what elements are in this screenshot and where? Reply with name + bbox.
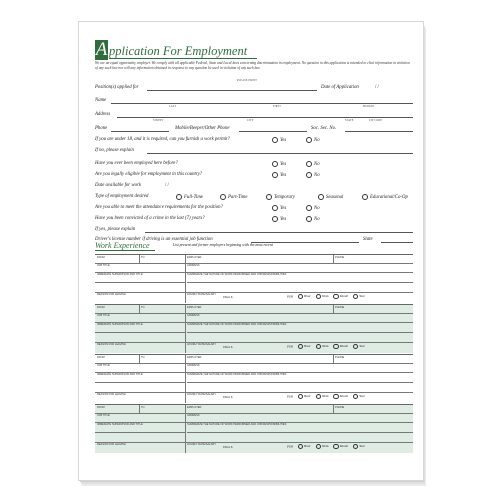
attendance-no-option[interactable]	[305, 205, 320, 211]
supervisor-label: IMMEDIATE SUPERVISOR AND TITLE	[97, 323, 143, 326]
radio-icon	[266, 194, 272, 200]
form-title: pplication For Employment	[109, 44, 248, 58]
employed-here-question: Have you ever been employed here before?	[95, 161, 178, 166]
phone-label: PHONE	[335, 406, 345, 409]
address-field[interactable]	[117, 117, 413, 118]
option-label: Educational/Co-Op	[370, 195, 408, 201]
application-form-sheet	[79, 22, 423, 480]
hourly-label: HOURLY RATE/SALARY	[187, 343, 216, 346]
per-hour-option[interactable]	[294, 294, 311, 298]
option-label: Week	[321, 394, 329, 399]
radio-icon	[306, 172, 312, 178]
job-title-label: JOB TITLE	[97, 364, 110, 367]
radio-icon	[353, 394, 358, 399]
supervisor-label: IMMEDIATE SUPERVISOR AND TITLE	[97, 273, 143, 276]
option-label: Year	[359, 444, 365, 449]
radio-icon	[306, 216, 312, 222]
per-hour-option[interactable]	[294, 444, 311, 448]
phone-label: PHONE	[335, 356, 345, 359]
option-label: Seasonal	[326, 195, 344, 201]
address-label: ADDRESS	[187, 264, 200, 267]
option-label: Hour	[304, 444, 311, 449]
eligible-no-option[interactable]	[305, 172, 320, 178]
option-label: Week	[321, 344, 329, 349]
ssn-field[interactable]	[345, 131, 413, 132]
under18-row	[95, 137, 413, 145]
to-label: TO	[141, 306, 145, 309]
supervisor-label: IMMEDIATE SUPERVISOR AND TITLE	[97, 423, 143, 426]
divider	[139, 355, 140, 363]
radio-icon	[316, 344, 321, 349]
divider	[95, 332, 185, 333]
employment-type-label: Type of employment desired	[95, 194, 149, 199]
license-label: Driver's license number if driving is an essential job function	[95, 237, 213, 242]
from-label: FROM	[97, 306, 105, 309]
per-label: PER	[287, 394, 293, 399]
please-print-note: PLEASE PRINT	[237, 79, 258, 82]
phone-row	[95, 126, 413, 134]
date-available-field[interactable]: / /	[165, 183, 169, 188]
divider	[187, 432, 413, 433]
employment-type-row	[95, 194, 413, 202]
radio-icon	[362, 194, 368, 200]
divider	[95, 313, 413, 314]
no-label: No	[314, 206, 320, 212]
title-underline	[109, 58, 257, 59]
divider	[333, 355, 334, 363]
employer-label: EMPLOYER	[187, 356, 202, 359]
phone-label: Phone	[95, 126, 108, 131]
radio-icon	[298, 294, 303, 299]
option-label: Hour	[304, 294, 311, 299]
radio-icon	[220, 194, 226, 200]
ssn-label: Soc. Sec. No.	[311, 126, 337, 131]
summarize-label: SUMMARIZE THE NATURE OF WORK PERFORMED AND JOB RESPONSIBILITIES	[187, 423, 287, 426]
yes-label: Yes	[280, 173, 287, 179]
divider	[139, 405, 140, 413]
radio-icon	[272, 205, 278, 211]
if-no-label: If no, please explain	[95, 148, 134, 153]
if-no-row	[95, 148, 413, 156]
radio-icon	[333, 344, 338, 349]
option-label: Part-Time	[228, 195, 248, 201]
divider	[139, 305, 140, 313]
under18-question: If you are under 18, and it is required, can you furnish a work permit?	[95, 137, 230, 142]
name-sub-last: LAST	[169, 105, 177, 108]
per-month-option[interactable]	[329, 394, 348, 398]
mobile-field[interactable]	[239, 131, 307, 132]
date-of-application-label: Date of Application	[321, 85, 359, 90]
license-state-field[interactable]	[381, 242, 413, 243]
radio-icon	[316, 444, 321, 449]
radio-icon	[353, 294, 358, 299]
divider	[95, 392, 413, 393]
employer-block	[95, 254, 413, 303]
option-label: Month	[339, 394, 349, 399]
divider	[95, 263, 413, 264]
license-state-label: State	[363, 237, 373, 242]
convicted-no-option[interactable]	[305, 216, 320, 222]
address-label: ADDRESS	[187, 314, 200, 317]
pay-period-group	[287, 394, 365, 399]
per-week-option[interactable]	[312, 344, 329, 348]
convicted-question: Have you been convicted of a crime in the last (7) years?	[95, 216, 205, 221]
address-row	[95, 112, 413, 120]
divider	[95, 292, 413, 293]
position-label: Position(s) applied for	[95, 85, 139, 90]
option-label: Temporary	[274, 195, 295, 201]
hourly-label: HOURLY RATE/SALARY	[187, 293, 216, 296]
title-initial-logo: A	[95, 39, 108, 60]
type-part-time-option[interactable]	[219, 194, 247, 200]
divider	[95, 363, 413, 364]
option-label: Year	[359, 344, 365, 349]
per-label: PER	[287, 294, 293, 299]
address-label: ADDRESS	[187, 414, 200, 417]
from-label: FROM	[97, 356, 105, 359]
attendance-yes-option[interactable]	[271, 205, 286, 211]
per-week-option[interactable]	[312, 444, 329, 448]
employer-label: EMPLOYER	[187, 256, 202, 259]
job-title-label: JOB TITLE	[97, 314, 110, 317]
summarize-label: SUMMARIZE THE NATURE OF WORK PERFORMED AND JOB RESPONSIBILITIES	[187, 323, 287, 326]
per-label: PER	[287, 344, 293, 349]
if-yes-field[interactable]	[145, 232, 413, 233]
work-experience-title: Work Experience	[95, 241, 150, 250]
address-sub-street: STREET	[153, 119, 164, 122]
no-label: No	[314, 173, 320, 179]
option-label: Month	[339, 294, 349, 299]
if-yes-row	[95, 227, 413, 235]
please-print-row	[95, 77, 413, 85]
yes-label: Yes	[280, 162, 287, 168]
divider	[95, 382, 185, 383]
no-label: No	[314, 217, 320, 223]
radio-icon	[353, 344, 358, 349]
attendance-question: Are you able to meet the attendance requirements for the position?	[95, 205, 223, 210]
option-label: Year	[359, 394, 365, 399]
position-field[interactable]	[147, 90, 317, 91]
per-month-option[interactable]	[329, 294, 348, 298]
address-sub-zip: ZIP CODE	[369, 119, 383, 122]
option-label: Week	[321, 294, 329, 299]
per-year-option[interactable]	[349, 294, 365, 298]
divider	[187, 282, 413, 283]
per-month-option[interactable]	[329, 344, 348, 348]
divider	[333, 255, 334, 263]
if-yes-label: If yes, please explain	[95, 227, 136, 232]
per-week-option[interactable]	[312, 294, 329, 298]
attendance-row	[95, 205, 413, 213]
employed-here-row	[95, 161, 413, 169]
radio-icon	[306, 161, 312, 167]
per-hour-option[interactable]	[294, 394, 311, 398]
per-year-option[interactable]	[349, 394, 365, 398]
phone-label: PHONE	[335, 306, 345, 309]
yes-label: Yes	[280, 206, 287, 212]
final-label: FINAL $	[223, 296, 233, 299]
radio-icon	[176, 194, 182, 200]
per-year-option[interactable]	[349, 344, 365, 348]
yes-label: Yes	[280, 217, 287, 223]
employer-block	[95, 354, 413, 403]
employer-block	[95, 304, 413, 353]
divider	[187, 382, 413, 383]
under18-yes-option[interactable]	[271, 137, 286, 143]
address-sub-city: CITY	[247, 119, 254, 122]
option-label: Year	[359, 294, 365, 299]
radio-icon	[333, 394, 338, 399]
divider	[95, 432, 185, 433]
summarize-label: SUMMARIZE THE NATURE OF WORK PERFORMED AND JOB RESPONSIBILITIES	[187, 273, 287, 276]
radio-icon	[272, 172, 278, 178]
divider	[333, 405, 334, 413]
radio-icon	[272, 161, 278, 167]
hourly-label: HOURLY RATE/SALARY	[187, 443, 216, 446]
employer-label: EMPLOYER	[187, 306, 202, 309]
mobile-label: Mobile/Beeper/Other Phone	[175, 126, 230, 131]
pay-period-group	[287, 294, 365, 299]
option-label: Month	[339, 344, 349, 349]
divider	[187, 332, 413, 333]
per-month-option[interactable]	[329, 444, 348, 448]
divider	[95, 413, 413, 414]
hourly-label: HOURLY RATE/SALARY	[187, 393, 216, 396]
divider	[333, 305, 334, 313]
under18-no-option[interactable]	[305, 137, 320, 143]
no-label: No	[314, 162, 320, 168]
if-no-field[interactable]	[147, 153, 413, 154]
name-label: Name	[95, 98, 107, 103]
divider	[139, 255, 140, 263]
summarize-label: SUMMARIZE THE NATURE OF WORK PERFORMED AND JOB RESPONSIBILITIES	[187, 373, 287, 376]
eligible-row	[95, 172, 413, 180]
radio-icon	[298, 394, 303, 399]
divider	[95, 442, 413, 443]
final-label: FINAL $	[223, 446, 233, 449]
job-title-label: JOB TITLE	[97, 414, 110, 417]
name-sub-first: FIRST	[273, 105, 282, 108]
reason-label: REASON FOR LEAVING	[97, 443, 126, 446]
radio-icon	[353, 444, 358, 449]
date-of-application-field[interactable]: / /	[375, 85, 379, 90]
name-field[interactable]	[111, 103, 413, 104]
date-available-label: Date available for work	[95, 183, 141, 188]
to-label: TO	[141, 356, 145, 359]
per-week-option[interactable]	[312, 394, 329, 398]
employer-label: EMPLOYER	[187, 406, 202, 409]
from-label: FROM	[97, 256, 105, 259]
phone-label: PHONE	[335, 256, 345, 259]
work-experience-underline	[95, 250, 155, 251]
pay-period-group	[287, 444, 365, 449]
type-temporary-option[interactable]	[265, 194, 295, 200]
per-hour-option[interactable]	[294, 344, 311, 348]
radio-icon	[318, 194, 324, 200]
radio-icon	[333, 444, 338, 449]
address-label: ADDRESS	[187, 364, 200, 367]
position-row	[95, 85, 413, 93]
type-educational-option[interactable]	[361, 194, 408, 200]
reason-label: REASON FOR LEAVING	[97, 393, 126, 396]
radio-icon	[306, 137, 312, 143]
eligible-question: Are you legally eligible for employment in this country?	[95, 172, 203, 177]
option-label: Full-Time	[184, 195, 203, 201]
convicted-row	[95, 216, 413, 224]
radio-icon	[333, 294, 338, 299]
from-label: FROM	[97, 406, 105, 409]
type-full-time-option[interactable]	[175, 194, 203, 200]
final-label: FINAL $	[223, 346, 233, 349]
option-label: Hour	[304, 344, 311, 349]
reason-label: REASON FOR LEAVING	[97, 343, 126, 346]
to-label: TO	[141, 256, 145, 259]
job-title-label: JOB TITLE	[97, 264, 110, 267]
employed-yes-option[interactable]	[271, 161, 286, 167]
divider	[95, 282, 185, 283]
address-label: Address	[95, 112, 111, 117]
date-available-row	[95, 183, 413, 191]
employed-no-option[interactable]	[305, 161, 320, 167]
to-label: TO	[141, 406, 145, 409]
radio-icon	[298, 344, 303, 349]
eligible-yes-option[interactable]	[271, 172, 286, 178]
radio-icon	[272, 137, 278, 143]
name-sub-middle: MIDDLE	[363, 105, 375, 108]
work-experience-subtitle: List present and former employers beginning with the most recent	[173, 243, 273, 247]
radio-icon	[272, 216, 278, 222]
name-row	[95, 98, 413, 106]
supervisor-label: IMMEDIATE SUPERVISOR AND TITLE	[97, 373, 143, 376]
per-year-option[interactable]	[349, 444, 365, 448]
final-label: FINAL $	[223, 396, 233, 399]
no-label: No	[314, 138, 320, 144]
employer-block	[95, 404, 413, 453]
yes-label: Yes	[280, 138, 287, 144]
eeo-statement: We are an equal opportunity employer. We comply with all applicable Federal, State and Local laws concerning discrimination in employment. No question in this application is intended to elicit information in violation of any such law nor will any information obtained in response to any question be used in violation of any such law.	[95, 61, 410, 70]
divider	[95, 342, 413, 343]
convicted-yes-option[interactable]	[271, 216, 286, 222]
type-seasonal-option[interactable]	[317, 194, 343, 200]
option-label: Week	[321, 444, 329, 449]
radio-icon	[298, 444, 303, 449]
phone-field[interactable]	[111, 131, 169, 132]
option-label: Hour	[304, 394, 311, 399]
address-sub-state: STATE	[345, 119, 354, 122]
option-label: Month	[339, 444, 349, 449]
radio-icon	[316, 394, 321, 399]
radio-icon	[316, 294, 321, 299]
pay-period-group	[287, 344, 365, 349]
radio-icon	[306, 205, 312, 211]
reason-label: REASON FOR LEAVING	[97, 293, 126, 296]
per-label: PER	[287, 444, 293, 449]
